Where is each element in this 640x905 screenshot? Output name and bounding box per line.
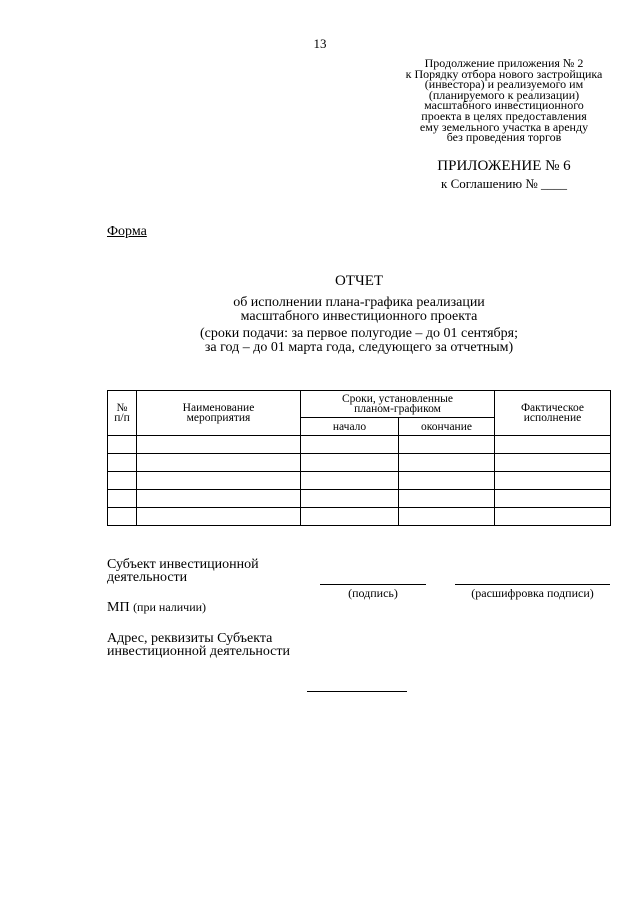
continuation-line: масштабного инвестиционного xyxy=(424,98,584,113)
header-name: Наименование мероприятия xyxy=(137,391,301,436)
header-end: окончание xyxy=(399,418,495,436)
continuation-block xyxy=(390,58,618,143)
table-row xyxy=(108,472,611,490)
plan-table xyxy=(107,390,611,526)
header-actual: Фактическое исполнение xyxy=(495,391,611,436)
address-label: Адрес, реквизиты Субъекта инвестиционной деятельности xyxy=(107,631,291,659)
report-deadline-note xyxy=(0,327,640,355)
report-note-line: за год – до 01 марта года, следующего за отчетным) xyxy=(204,340,514,355)
signature-line xyxy=(320,584,426,585)
header-num: № п/п xyxy=(108,391,137,436)
report-title: ОТЧЕТ xyxy=(334,273,384,289)
continuation-line: ему земельного участка в аренду xyxy=(419,119,589,134)
form-label: Форма xyxy=(107,224,147,239)
continuation-line: (планируемого к реализации) xyxy=(428,87,580,102)
continuation-line: проекта в целях предоставления xyxy=(421,108,587,123)
report-note-line: (сроки подачи: за первое полугодие – до 01 сентября; xyxy=(200,326,518,341)
continuation-line: без проведения торгов xyxy=(446,130,562,145)
continuation-line: к Порядку отбора нового застройщика xyxy=(405,66,603,81)
signature-decode-line xyxy=(455,584,610,585)
table-row xyxy=(108,436,611,454)
stamp-note: (при наличии) xyxy=(133,600,207,614)
stamp-label: МП (при наличии) xyxy=(107,600,207,615)
header-terms: Сроки, установленные планом-графиком xyxy=(301,391,495,418)
continuation-line: Продолжение приложения № 2 xyxy=(424,56,584,70)
appendix-title: ПРИЛОЖЕНИЕ № 6 xyxy=(437,158,571,174)
report-subtitle xyxy=(0,296,640,324)
signature-decode-caption: (расшифровка подписи) xyxy=(471,586,594,600)
page-number: 13 xyxy=(313,36,327,51)
agreement-reference: к Соглашению № ____ xyxy=(441,176,567,191)
report-subtitle-line: об исполнении плана-графика реализации xyxy=(233,295,485,310)
table-row xyxy=(108,454,611,472)
table-row xyxy=(108,490,611,508)
continuation-line: (инвестора) и реализуемого им xyxy=(424,77,584,92)
subject-label: Субъект инвестиционной деятельности xyxy=(107,557,259,585)
header-start: начало xyxy=(301,418,399,436)
address-line xyxy=(307,691,407,692)
table-row xyxy=(108,508,611,526)
signature-caption: (подпись) xyxy=(348,586,398,600)
report-subtitle-line: масштабного инвестиционного проекта xyxy=(240,309,478,324)
